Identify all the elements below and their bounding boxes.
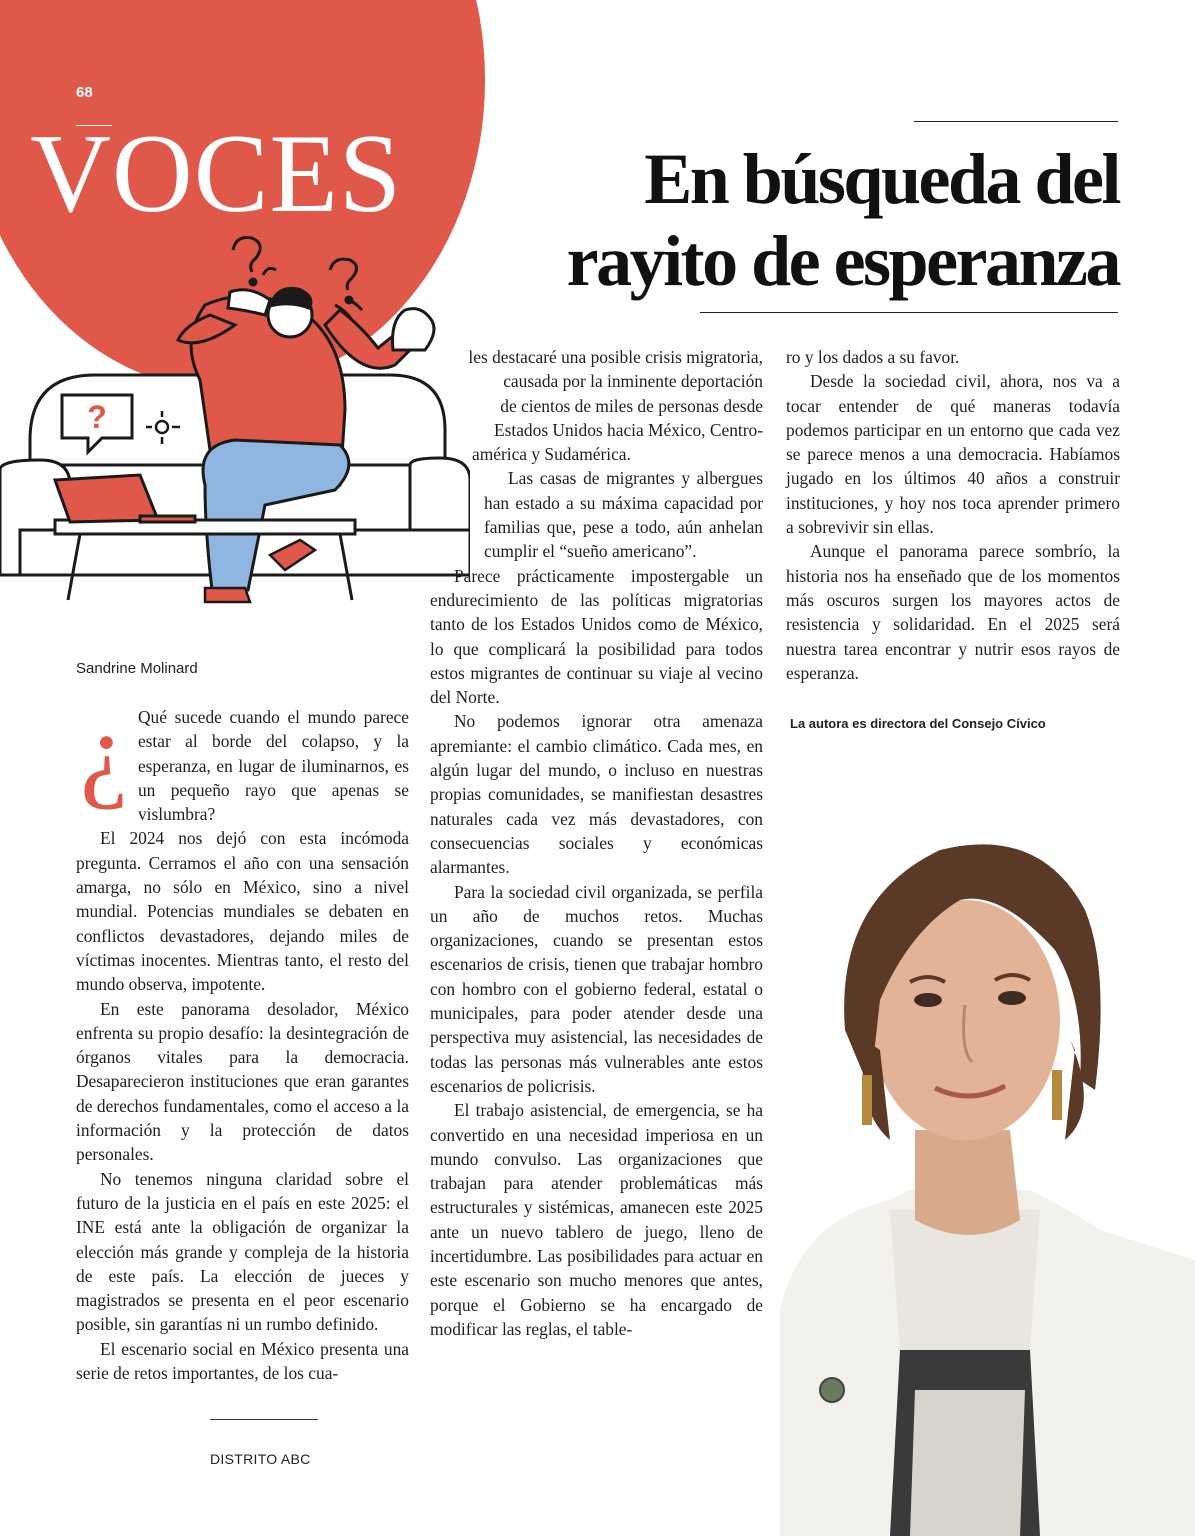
headline-line-1: En búsqueda del	[644, 139, 1119, 219]
article-headline	[499, 138, 1119, 302]
author-byline: Sandrine Molinard	[76, 660, 198, 677]
paragraph-wrapped	[430, 345, 763, 466]
footer-rule	[210, 1419, 318, 1420]
drop-cap: ¿	[80, 692, 128, 811]
paragraph: El 2024 nos dejó con esta incómoda pregunta. Cerramos el año con una sensación amarga, no sólo en México, sino a nivel mundial. Potencias mundiales se debaten en conflictos devastadores, dejando miles de víctimas inocentes. Mientras tanto, el resto del mundo observa, impotente.	[76, 828, 409, 995]
paragraph: Las casas de migrantes y albergues han estado a su máxima capacidad por familias que, pese a todo, aún anhelan cumplir el “sueño americano”.	[484, 468, 763, 562]
section-title: VOCES	[30, 112, 403, 236]
paragraph: No tenemos ninguna claridad sobre el futuro de la justicia en el país en este 2025: el INE está ante la obligación de organizar la elección más grande y compleja de la historia de este país. La elección de jueces y magistrados se presenta en el peor escenario posible, sin garantías ni un rumbo definido.	[76, 1168, 409, 1335]
article-column-1	[76, 692, 409, 1385]
author-note: La autora es directora del Consejo Cívico	[790, 716, 1046, 731]
paragraph: Para la sociedad civil organizada, se perfila un año de muchos retos. Muchas organizaciones, cuando se presentan estos escenarios de crisis, tienen que trabajar hombro con hombro con el gobierno federal, estatal o municipales, para poder atender desde una perspectiva muy asistencial, las necesidades de todas las personas más vulnerables ante estos escenarios de policrisis.	[430, 881, 763, 1096]
text-line: Estados Unidos hacia México, Centro-	[493, 419, 763, 440]
person-shoe-left	[205, 588, 250, 602]
page-number: 68	[76, 84, 93, 101]
headline-rule-bottom	[700, 312, 1118, 313]
paragraph: En este panorama desolador, México enfrenta su propio desafío: la desintegración de órganos vitales para la democracia. Desaparecieron instituciones que eran garantes de derechos fundamentales, como el acceso a la información y la protección de datos personales.	[76, 998, 409, 1165]
headline-line-2: rayito de esperanza	[566, 221, 1119, 301]
paragraph: Parece prácticamente impostergable un endurecimiento de las políticas migratorias tanto de los Estados Unidos como de México, lo que complicará la posibilidad para todos estos migrantes de continuar su viaje al vecino del Norte.	[430, 565, 763, 708]
author-portrait-photo	[740, 790, 1195, 1536]
paragraph: No podemos ignorar otra amenaza apremiante: el cambio climático. Cada mes, en algún lugar del mundo, o incluso en nuestras propias comunidades, se manifiestan desastres naturales cada vez más devastadores, con consecuencias sociales y económicas alarmantes.	[430, 711, 763, 878]
text-line: de cientos de miles de personas desde	[500, 395, 763, 416]
paragraph: Desde la sociedad civil, ahora, nos va a tocar entender de qué maneras todavía podemos participar en un entorno que cada vez se parece menos a una democracia. Habíamos jugado en los últimos 40 años a construir instituciones, y hoy nos toca aprender primero a sobrevivir sin ellas.	[786, 371, 1120, 538]
paragraph: El trabajo asistencial, de emergencia, se ha convertido en una necesidad imperiosa en un mundo convulso. Las organizaciones que trabajan para atender problemáticas más estructurales y sistémicas, amanecen este 2025 ante un nuevo tablero de juego, lleno de incertidumbre. Las posibilidades para actuar en este escenario son mucho menores que antes, porque el Gobierno se ha encargado de modificar las reglas, el table-	[430, 1100, 763, 1339]
paragraph: Aunque el panorama parece sombrío, la historia nos ha enseñado que de los momentos más oscuros surgen los mayores actos de resistencia y solidaridad. En el 2025 será nuestra tarea encontrar y nutrir esos rayos de esperanza.	[786, 541, 1120, 683]
stressed-person-illustration	[0, 230, 470, 610]
svg-text:?: ?	[87, 399, 107, 435]
paragraph: El escenario social en México presenta una serie de retos importantes, de los cua-	[76, 1338, 409, 1384]
text-line: causada por la inminente deportación	[503, 371, 763, 392]
headline-rule-top	[914, 121, 1118, 122]
paragraph: Qué sucede cuando el mundo parece estar al borde del colapso, y la esperanza, en lugar de iluminarnos, es un pequeño rayo que apenas se vislumbra?	[137, 707, 409, 825]
text-line: américa y Sudamérica.	[472, 444, 631, 465]
text-line: les destacaré una posible crisis migratoria,	[468, 347, 763, 367]
article-column-3	[786, 345, 1120, 685]
publication-footer: DISTRITO ABC	[210, 1451, 311, 1467]
article-column-2	[430, 345, 763, 1341]
paragraph: ro y los dados a su favor.	[786, 347, 960, 367]
laptop-icon	[55, 475, 195, 522]
person-raised-hand	[393, 309, 435, 350]
